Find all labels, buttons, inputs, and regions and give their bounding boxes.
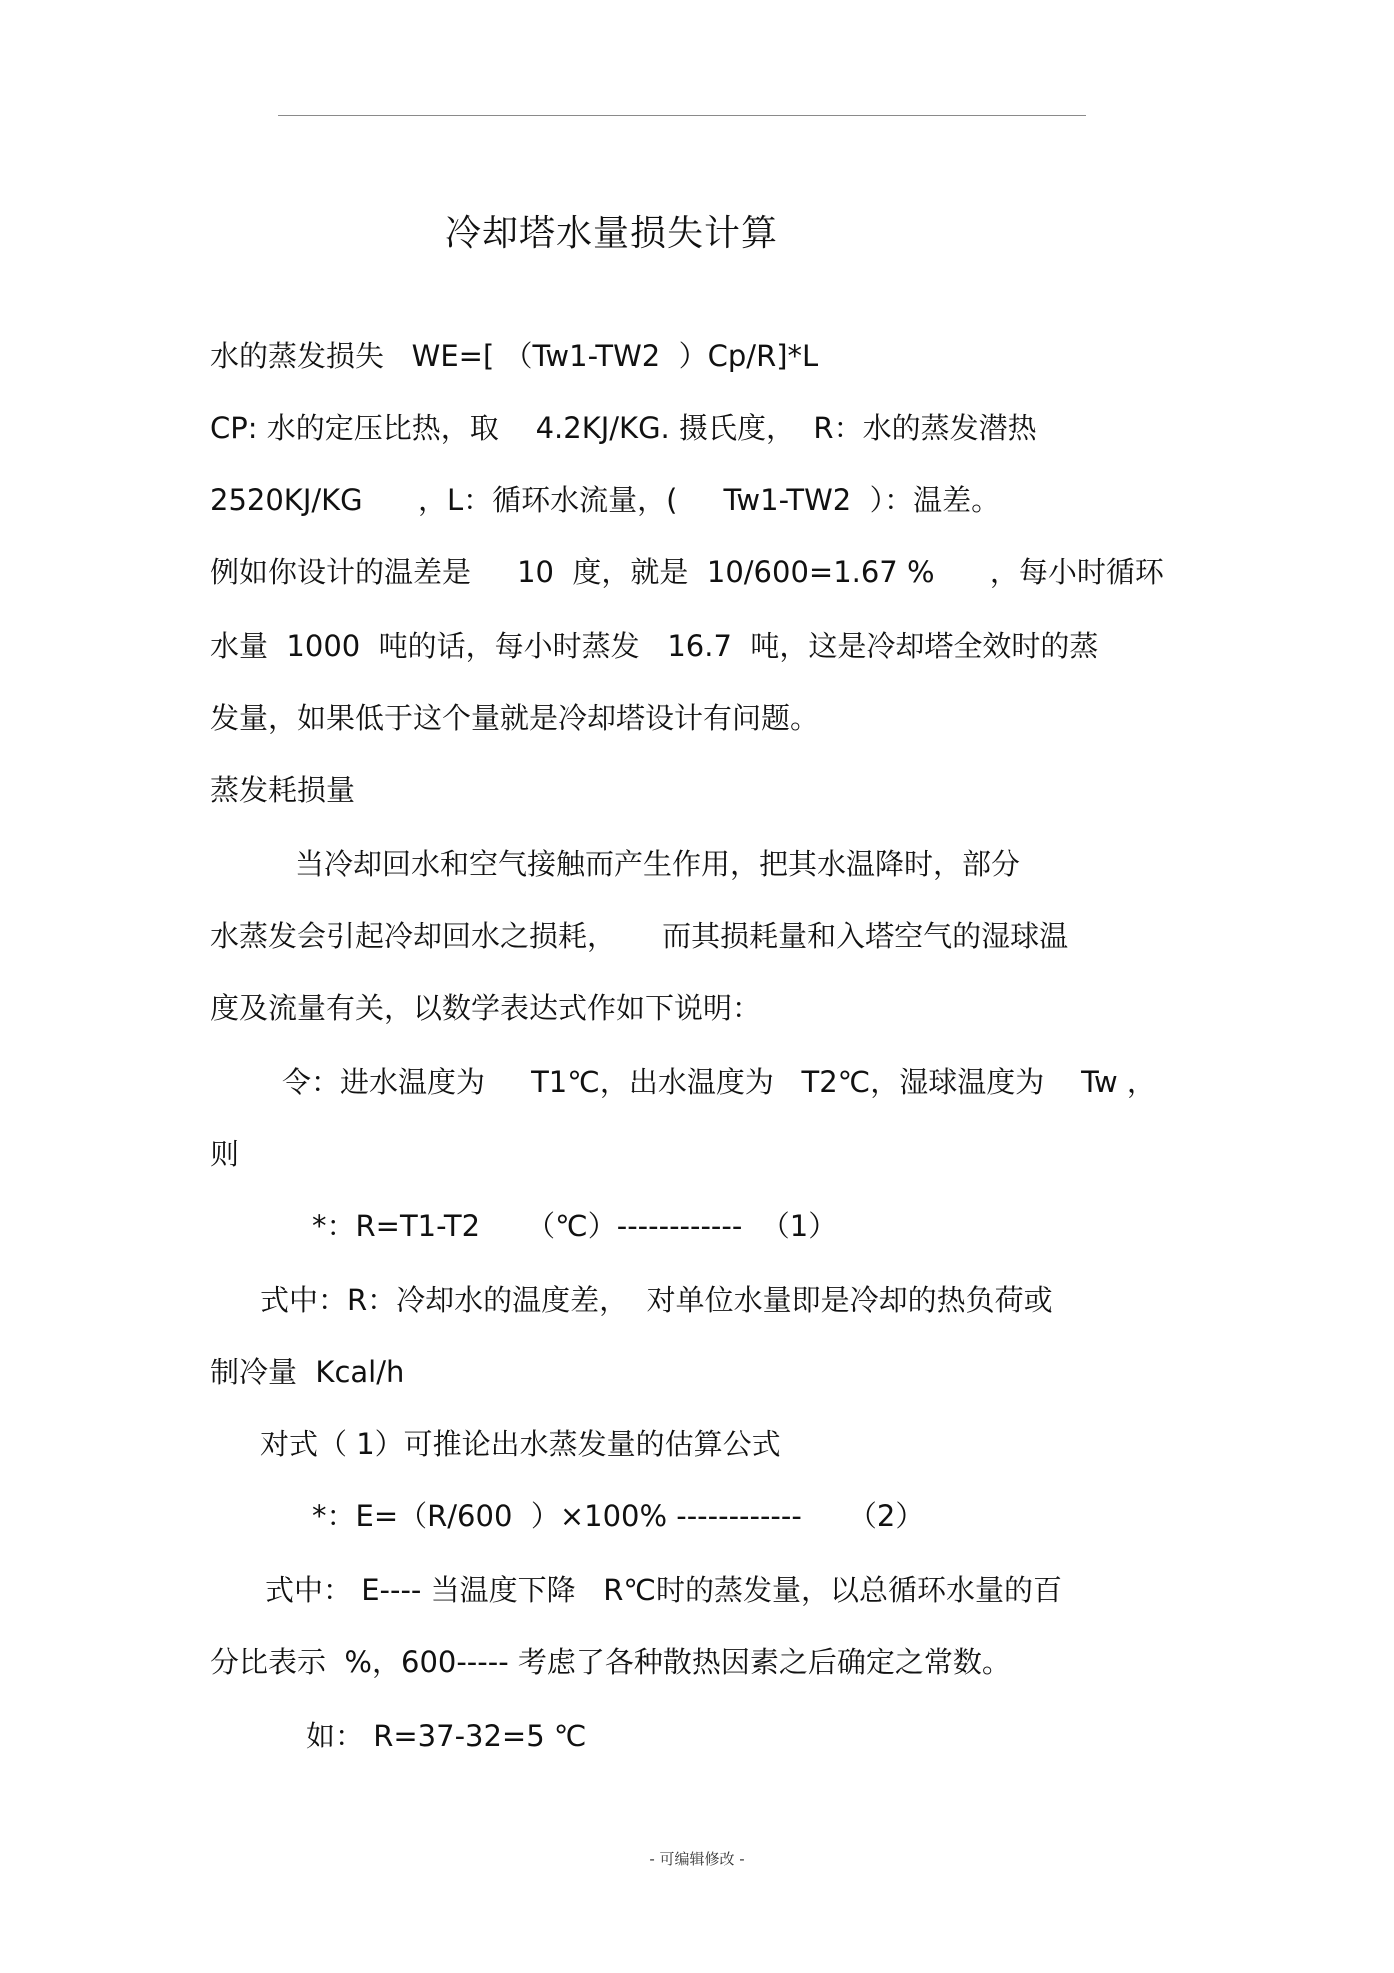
equation-1: *：R=T1-T2 （℃）------------ （1）	[312, 1209, 838, 1243]
section-heading: 蒸发耗损量	[210, 773, 356, 807]
text-line-where-r: 式中：R：冷却水的温度差， 对单位水量即是冷却的热负荷或	[260, 1283, 1053, 1317]
text-line-paragraph-end: 度及流量有关，以数学表达式作如下说明：	[210, 991, 762, 1025]
text-line-example-cont: 水量 1000 吨的话，每小时蒸发 16.7 吨，这是冷却塔全效时的蒸	[210, 629, 1099, 663]
text-line-unit: 制冷量 Kcal/h	[210, 1355, 405, 1389]
text-line-evaporation-formula: 水的蒸发损失 WE=[ （Tw1-TW2 ）Cp/R]*L	[210, 339, 819, 373]
text-line-cp-definition: CP: 水的定压比热，取 4.2KJ/KG. 摄氏度， R：水的蒸发潜热	[210, 411, 1037, 445]
text-line-example-end: 发量，如果低于这个量就是冷却塔设计有问题。	[210, 701, 820, 735]
page-footer: - 可编辑修改 -	[649, 1850, 745, 1868]
text-line-paragraph-cont: 水蒸发会引起冷却回水之损耗， 而其损耗量和入塔空气的湿球温	[210, 919, 1069, 953]
text-line-then: 则	[210, 1137, 240, 1171]
header-rule	[278, 115, 1086, 116]
text-line-percentage: 分比表示 %，600----- 考虑了各种散热因素之后确定之常数。	[210, 1645, 1011, 1679]
page-title: 冷却塔水量损失计算	[445, 213, 779, 254]
text-line-where-e: 式中： E---- 当温度下降 R℃时的蒸发量，以总循环水量的百	[265, 1573, 1062, 1607]
text-line-definitions: 令：进水温度为 T1℃，出水温度为 T2℃，湿球温度为 Tw ，	[282, 1065, 1156, 1099]
equation-2: *：E=（R/600 ）×100% ------------ （2）	[312, 1499, 925, 1533]
text-line-example: 例如你设计的温差是 10 度，就是 10/600=1.67 % ，每小时循环	[210, 555, 1164, 589]
text-line-latent-heat: 2520KJ/KG ，L：循环水流量，( Tw1-TW2 ）：温差。	[210, 483, 1001, 517]
text-line-derivation: 对式（ 1）可推论出水蒸发量的估算公式	[260, 1427, 781, 1461]
text-line-example-r: 如： R=37-32=5 ℃	[306, 1719, 587, 1753]
text-line-paragraph-start: 当冷却回水和空气接触而产生作用，把其水温降时，部分	[295, 847, 1021, 881]
